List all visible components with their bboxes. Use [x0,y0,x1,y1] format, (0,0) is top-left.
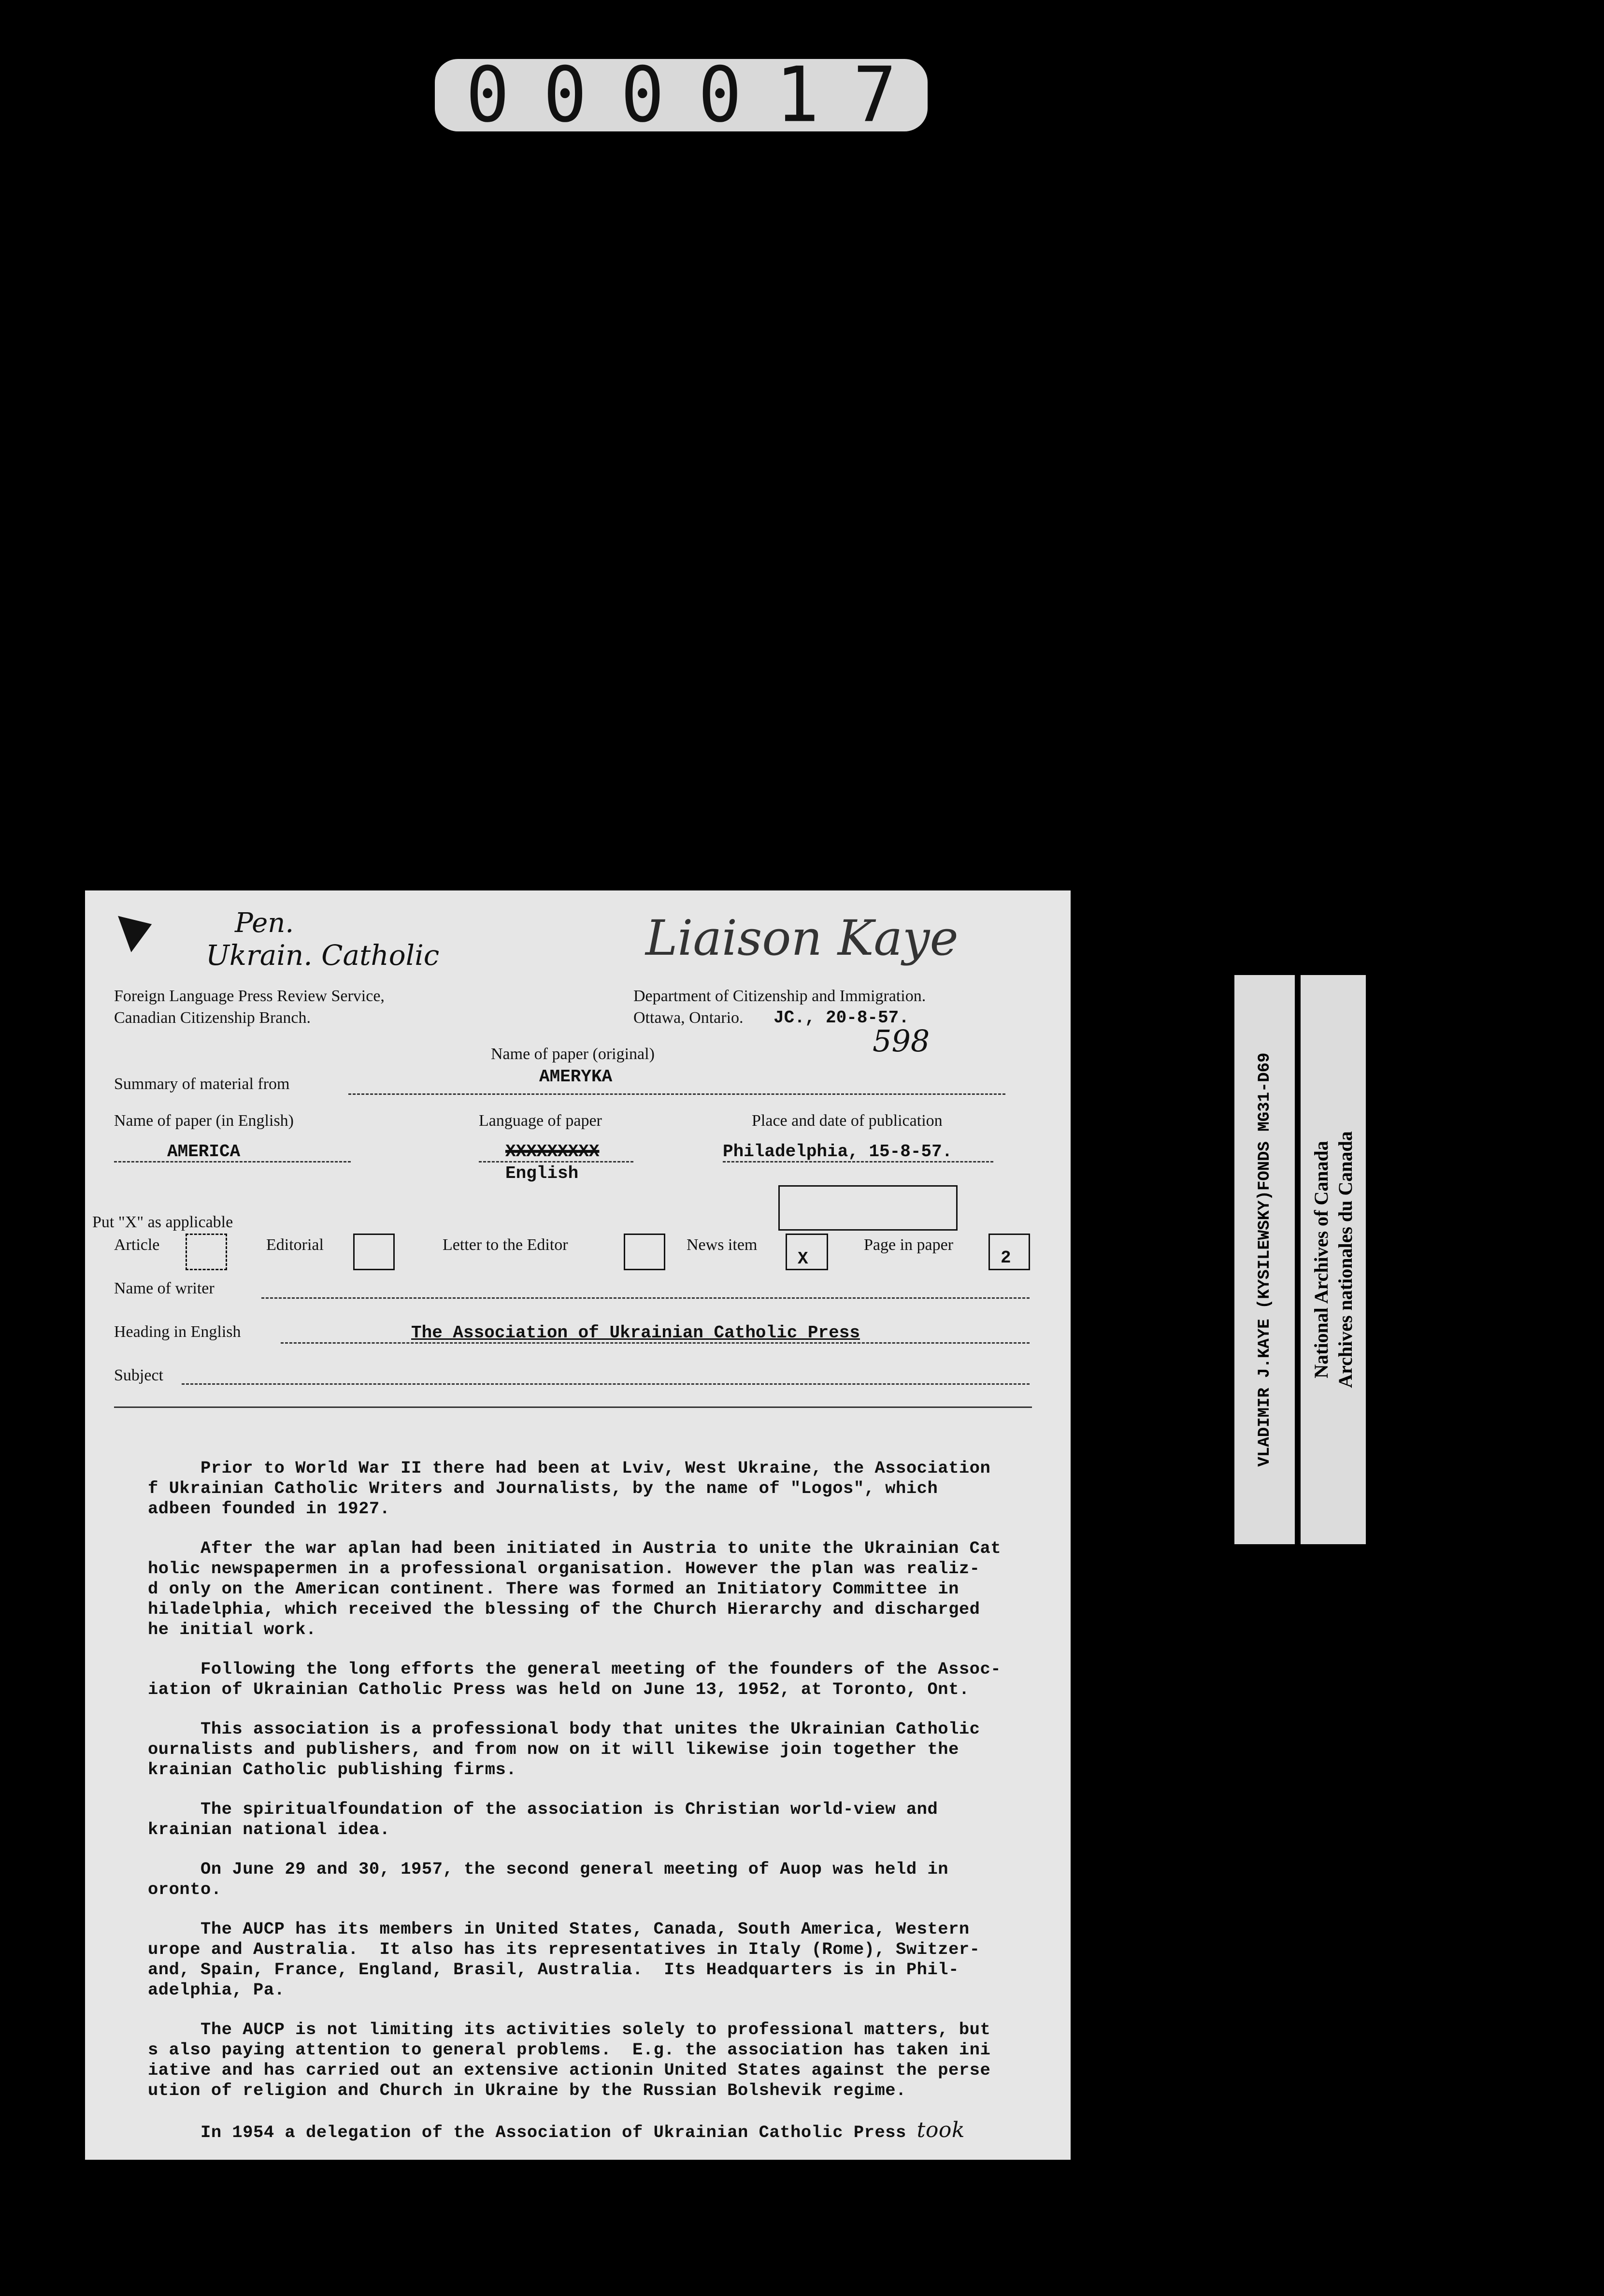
fonds-label [1234,975,1295,1544]
archives-label-en: National Archives of Canada [1310,1141,1332,1378]
language-line [479,1161,633,1162]
header-left-line2: Canadian Citizenship Branch. [114,1009,311,1027]
header-right-line1: Department of Citizenship and Immigration. [633,987,926,1005]
place-date-label: Place and date of publication [752,1112,943,1130]
body-paragraph: The spiritualfoundation of the association is Christian world-view and krainian national idea. [148,1799,938,1839]
editorial-box[interactable] [353,1234,395,1270]
body-paragraph: This association is a professional body that unites the Ukrainian Catholic ournalists and publishers, and from now on it will likewise join together the krainian Catholic publishing firms. [148,1719,980,1779]
letter-label: Letter to the Editor [443,1236,568,1254]
place-date-value: Philadelphia, 15-8-57. [723,1142,953,1162]
body-paragraph: After the war aplan had been initiated in Austria to unite the Ukrainian Cat holic newspapermen in a professional organisation. However the plan was realiz- d only on the American continent. There was formed an Initiatory Committee in hiladelphia, which received the blessing of the Church Hierarchy and discharged he initial work. [148,1538,1002,1639]
name-of-paper-original-value: AMERYKA [539,1067,613,1087]
body-paragraph: The AUCP is not limiting its activities solely to professional matters, but s also paying attention to general problems. E.g. the association has taken ini iative and has carried out an extensive actionin United States against the perse ution of religion and Church in Ukraine by the Russian Bolshevik regime. [148,2020,991,2100]
frame-number: 000017 [466,51,931,140]
heading-label: Heading in English [114,1323,241,1341]
news-mark: X [798,1249,808,1269]
archives-label [1301,975,1366,1544]
frame-counter [435,51,931,140]
name-of-paper-original-label: Name of paper (original) [491,1045,655,1063]
header-left-line1: Foreign Language Press Review Service, [114,987,385,1005]
handwritten-signature: Liaison Kaye [645,910,959,966]
body-paragraph: On June 29 and 30, 1957, the second general meeting of Auop was held in oronto. [148,1859,949,1899]
name-english-label: Name of paper (in English) [114,1112,294,1130]
handwritten-number: 598 [873,1023,930,1059]
put-x-label: Put "X" as applicable [92,1213,233,1231]
summary-line [348,1093,1005,1095]
letter-box[interactable] [624,1234,665,1270]
fonds-label-text: VLADIMIR J.KAYE (KYSILEWSKY)FONDS MG31-D69 [1255,1052,1274,1467]
body-paragraph: The AUCP has its members in United States, Canada, South America, Western urope and Australia. It also has its representatives in Italy (Rome), Switzer- and, Spain, France, England, Brasil, Australia. Its Headquarters is in Phil- adelphia, Pa. [148,1919,980,2000]
language-value: English [505,1163,579,1183]
name-english-value: AMERICA [167,1142,241,1162]
language-struck-value: XXXXXXXXX [505,1142,600,1162]
language-label: Language of paper [479,1112,602,1130]
editorial-label: Editorial [266,1236,324,1254]
news-label: News item [687,1236,758,1254]
handwritten-last-word: took [917,2118,965,2142]
unlabeled-box [778,1185,958,1231]
summary-label: Summary of material from [114,1075,290,1093]
handwritten-note-pen: Pen. [235,907,294,939]
header-right-line2: Ottawa, Ontario. [633,1009,744,1027]
writer-line [261,1297,1030,1299]
article-label: Article [114,1236,160,1254]
heading-value: The Association of Ukrainian Catholic Press [411,1323,860,1343]
article-box[interactable] [186,1234,227,1270]
page-value: 2 [1001,1248,1011,1268]
separator-rule [114,1406,1032,1408]
subject-label: Subject [114,1366,163,1384]
writer-label: Name of writer [114,1279,215,1297]
page-label: Page in paper [864,1236,954,1254]
arrow-marker-icon [118,906,158,952]
document-page [85,890,1071,2160]
place-date-line [723,1161,993,1162]
body-paragraph-last [148,2120,1068,2143]
body-paragraph: Following the long efforts the general meeting of the founders of the Assoc- iation of Ukrainian Catholic Press was held on June 13, 1952, at Toronto, Ont. [148,1659,1002,1699]
body-paragraph: Prior to World War II there had been at Lviv, West Ukraine, the Association f Ukrainian Catholic Writers and Journalists, by the name of "Logos", which adbeen founded in 1927. [148,1458,991,1519]
article-body [148,1458,1068,2160]
handwritten-note-ukrain-catholic: Ukrain. Catholic [206,939,440,972]
header-ref: JC., 20-8-57. [773,1008,909,1028]
archives-label-fr: Archives nationales du Canada [1334,1131,1356,1388]
subject-line [182,1383,1030,1385]
body-last-text: In 1954 a delegation of the Association of Ukrainian Catholic Press [148,2123,906,2142]
